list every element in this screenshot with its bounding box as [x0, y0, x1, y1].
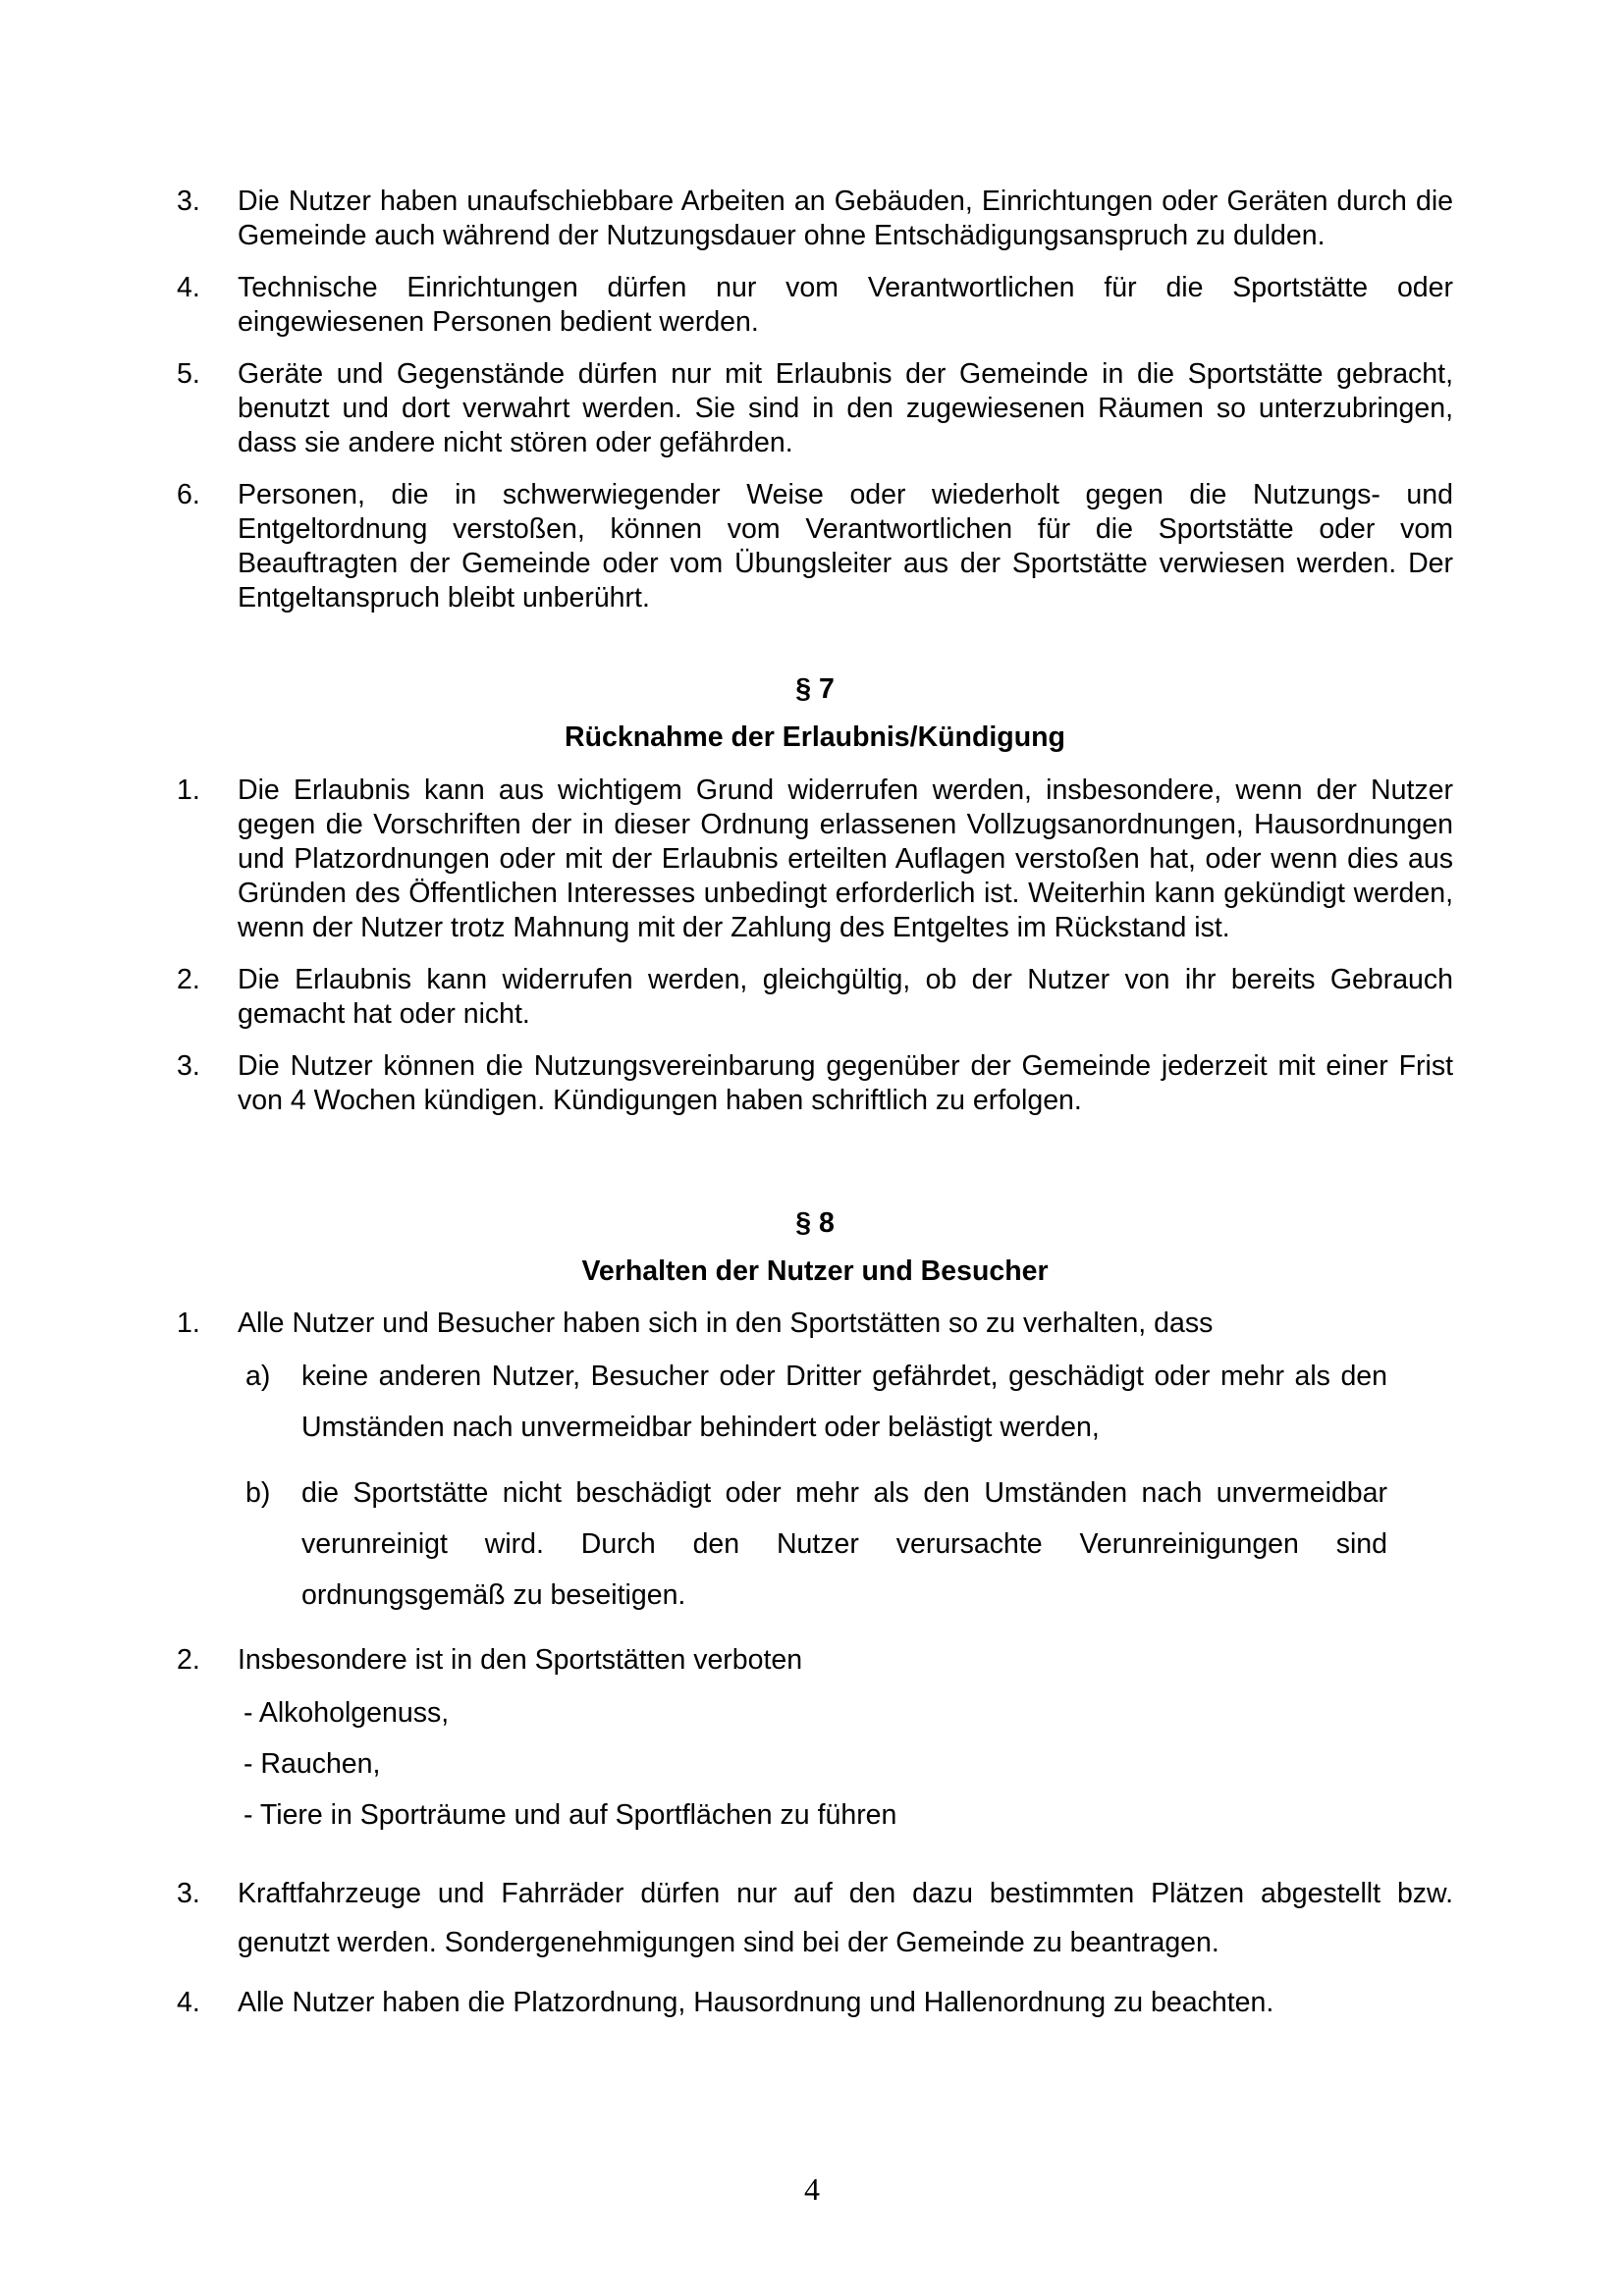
list-item: [177, 1643, 1453, 1678]
section8-item-1: [177, 1307, 1453, 1341]
items-top: [177, 185, 1453, 615]
list-item: [177, 1869, 1453, 1967]
item-letter: a): [245, 1361, 271, 1392]
item-number: 2.: [177, 964, 200, 995]
list-item: [177, 185, 1453, 253]
list-item: - Rauchen,: [244, 1748, 381, 1780]
prohibited-list: [244, 1687, 1225, 1841]
item-text: Die Nutzer haben unaufschiebbare Arbeiten an Gebäuden, Einrichtungen oder Geräten durch die Gemeinde auch während der Nutzungsdauer ohne Entschädigungsanspruch zu dulden.: [238, 186, 1453, 251]
list-item: [177, 1986, 1453, 2020]
list-item: [177, 774, 1453, 945]
page-number: 4: [804, 2171, 820, 2207]
item-number: 6.: [177, 479, 200, 510]
item-text: keine anderen Nutzer, Besucher oder Dritter gefährdet, geschädigt oder mehr als den Umständen nach unvermeidbar behindert oder belästigt werden,: [301, 1361, 1387, 1443]
section8-item-2: [177, 1643, 1453, 1678]
item-number: 5.: [177, 358, 200, 390]
list-item: [177, 271, 1453, 340]
sub-item-b: [245, 1468, 1387, 1621]
item-number: 1.: [177, 774, 200, 806]
item-text: Die Erlaubnis kann widerrufen werden, gleichgültig, ob der Nutzer von ihr bereits Gebrauch gemacht hat oder nicht.: [238, 964, 1453, 1030]
section7-items: [177, 774, 1453, 1118]
section7-number: § 7: [795, 673, 835, 705]
item-number: 4.: [177, 1987, 200, 2018]
item-number: 4.: [177, 272, 200, 303]
item-text: Insbesondere ist in den Sportstätten verboten: [238, 1644, 803, 1676]
item-text: die Sportstätte nicht beschädigt oder mehr als den Umständen nach unvermeidbar verunreinigt wird. Durch den Nutzer verursachte Verunreinigungen sind ordnungsgemäß zu beseitigen.: [301, 1477, 1387, 1611]
list-item: - Tiere in Sporträume und auf Sportflächen zu führen: [244, 1799, 897, 1831]
section8-item-4: [177, 1986, 1453, 2020]
item-number: 3.: [177, 1050, 200, 1082]
item-text: Die Nutzer können die Nutzungsvereinbarung gegenüber der Gemeinde jederzeit mit einer Frist von 4 Wochen kündigen. Kündigungen haben schriftlich zu erfolgen.: [238, 1050, 1453, 1116]
item-number: 1.: [177, 1308, 200, 1339]
item-text: Kraftfahrzeuge und Fahrräder dürfen nur auf den dazu bestimmten Plätzen abgestellt bzw. genutzt werden. Sondergenehmigungen sind bei der Gemeinde zu beantragen.: [238, 1878, 1453, 1958]
item-letter: b): [245, 1477, 271, 1509]
item-number: 3.: [177, 186, 200, 217]
sub-item-a: [245, 1351, 1387, 1453]
list-item: [177, 1307, 1453, 1341]
item-number: 3.: [177, 1878, 200, 1909]
item-text: Die Erlaubnis kann aus wichtigem Grund widerrufen werden, insbesondere, wenn der Nutzer gegen die Vorschriften der in dieser Ordnung erlassenen Vollzugsanordnungen, Hausordnungen und Platzordnungen oder mit der Erlaubnis erteilten Auflagen verstoßen hat, oder wenn dies aus Gründen des Öffentlichen Interesses unbedingt erforderlich ist. Weiterhin kann gekündigt werden, wenn der Nutzer trotz Mahnung mit der Zahlung des Entgeltes im Rückstand ist.: [238, 774, 1453, 943]
list-item: [245, 1351, 1387, 1453]
item-text: Technische Einrichtungen dürfen nur vom Verantwortlichen für die Sportstätte oder eingewiesenen Personen bedient werden.: [238, 272, 1453, 338]
section8-title: Verhalten der Nutzer und Besucher: [581, 1255, 1049, 1287]
section8-item-3: [177, 1869, 1453, 1967]
item-text: Alle Nutzer und Besucher haben sich in den Sportstätten so zu verhalten, dass: [238, 1308, 1214, 1339]
list-item: [177, 963, 1453, 1032]
list-item: [177, 1049, 1453, 1118]
item-number: 2.: [177, 1644, 200, 1676]
section8-number: § 8: [795, 1207, 835, 1239]
item-text: Geräte und Gegenstände dürfen nur mit Erlaubnis der Gemeinde in die Sportstätte gebracht, benutzt und dort verwahrt werden. Sie sind in den zugewiesenen Räumen so unterzubringen, dass sie andere nicht stören oder gefährden.: [238, 358, 1453, 458]
list-item: [245, 1468, 1387, 1621]
item-text: Alle Nutzer haben die Platzordnung, Hausordnung und Hallenordnung zu beachten.: [238, 1987, 1274, 2018]
list-item: - Alkoholgenuss,: [244, 1697, 450, 1729]
section7-title: Rücknahme der Erlaubnis/Kündigung: [565, 721, 1065, 753]
list-item: [177, 478, 1453, 615]
list-item: [177, 357, 1453, 460]
item-text: Personen, die in schwerwiegender Weise oder wiederholt gegen die Nutzungs- und Entgeltordnung verstoßen, können vom Verantwortlichen für die Sportstätte oder vom Beauftragten der Gemeinde oder vom Übungsleiter aus der Sportstätte verwiesen werden. Der Entgeltanspruch bleibt unberührt.: [238, 479, 1453, 614]
